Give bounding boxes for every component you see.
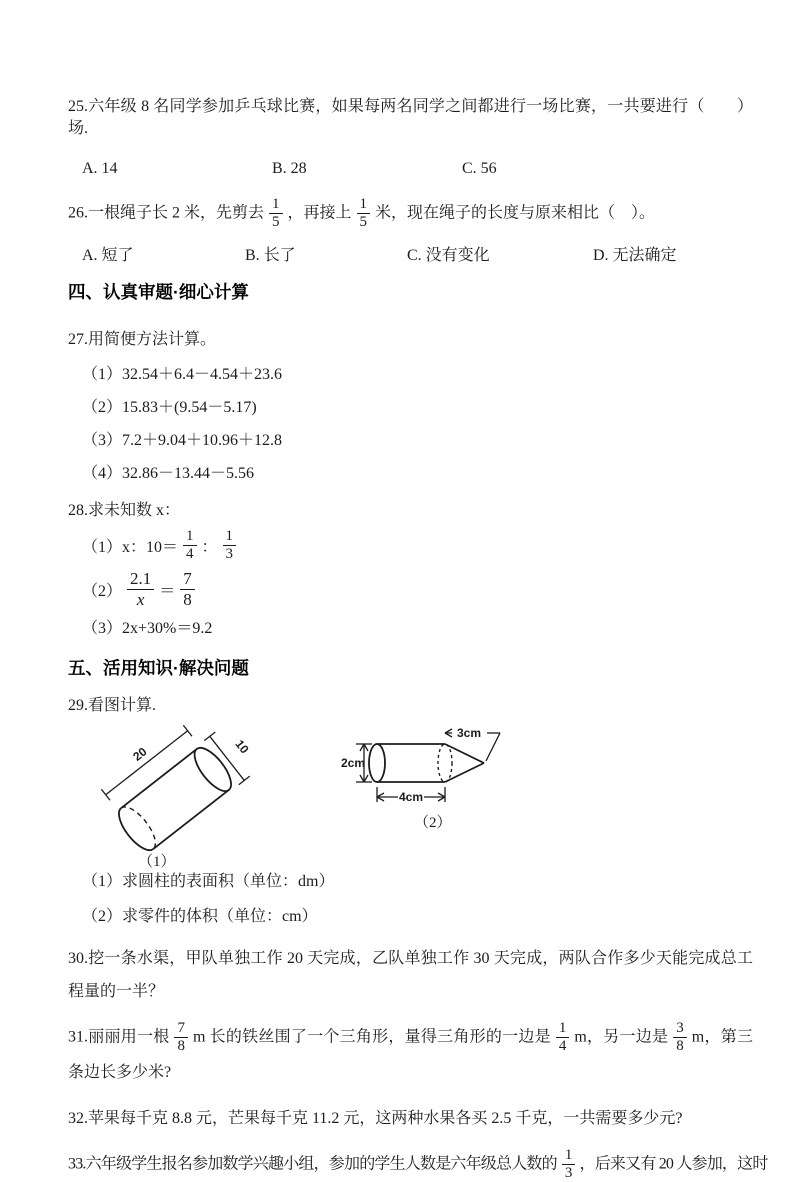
fraction-denominator: x xyxy=(136,589,145,609)
fraction xyxy=(174,1020,188,1056)
q26-text-post: 米，现在绳子的长度与原来相比（ ）。 xyxy=(375,204,656,222)
fraction xyxy=(269,196,283,232)
q25-option-c: C. 56 xyxy=(462,160,497,177)
fraction-numerator: 1 xyxy=(223,528,237,546)
question-27: 27.用简便方法计算。 xyxy=(68,330,217,348)
question-26 xyxy=(68,196,753,232)
question-28: 28.求未知数 x： xyxy=(68,501,181,519)
q26-text-mid: ，再接上 xyxy=(287,204,352,222)
q29-figures xyxy=(68,719,753,871)
q29-sub-1: （1）求圆柱的表面积（单位：dm） xyxy=(82,873,335,891)
question-30: 30.挖一条水渠，甲队单独工作 20 天完成，乙队单独工作 30 天完成，两队合作多少天能完成总工程量的一半？ xyxy=(68,950,753,1001)
fraction xyxy=(180,569,195,609)
q26-text-pre: 26.一根绳子长 2 米，先剪去 xyxy=(68,204,265,222)
q26-options xyxy=(68,242,753,265)
question-32: 32.苹果每千克 8.8 元，芒果每千克 11.2 元，这两种水果各买 2.5 千克，一共需要多少元? xyxy=(68,1109,683,1127)
q31-text-mid2: m，另一边是 xyxy=(574,1028,669,1046)
q26-option-b: B. 长了 xyxy=(245,246,296,264)
fraction-denominator: 4 xyxy=(186,545,194,562)
q33-text-pre: 33.六年级学生报名参加数学兴趣小组，参加的学生人数是六年级总人数的 xyxy=(68,1155,557,1173)
fraction-numerator: 7 xyxy=(174,1020,188,1038)
q28-item-1 xyxy=(68,528,753,564)
q33-text-post: ，后来又有 20 人参加，这时 xyxy=(579,1155,768,1173)
fraction-numerator: 2.1 xyxy=(127,569,154,590)
fraction xyxy=(357,196,371,232)
fraction-denominator: 8 xyxy=(177,1038,185,1055)
part-body-label: 4cm xyxy=(398,790,424,805)
question-33 xyxy=(68,1146,768,1182)
part-diagram xyxy=(340,725,570,833)
fraction xyxy=(223,528,237,564)
cylinder-length-label: 20 xyxy=(130,744,150,764)
section-4-title: 四、认真审题·细心计算 xyxy=(68,281,249,302)
fraction-denominator: 3 xyxy=(225,545,234,562)
q25-option-a: A. 14 xyxy=(82,160,118,177)
fraction xyxy=(673,1020,687,1056)
q31-text-post: m，第三条边长多少米? xyxy=(68,1028,753,1081)
fraction-denominator: 3 xyxy=(564,1164,572,1181)
q27-item-2: （2）15.83＋(9.54－5.17) xyxy=(82,398,257,416)
q26-option-c: C. 没有变化 xyxy=(407,246,490,264)
q31-text-mid1: m 长的铁丝围了一个三角形，量得三角形的一边是 xyxy=(192,1028,551,1046)
q26-option-a: A. 短了 xyxy=(82,246,134,264)
figure-2-caption: （2） xyxy=(414,815,452,832)
question-31 xyxy=(68,1020,753,1089)
fraction xyxy=(556,1020,570,1056)
q29-sub-2: （2）求零件的体积（单位：cm） xyxy=(82,908,318,926)
fraction xyxy=(183,528,197,564)
cylinder-diameter-label: 10 xyxy=(232,737,252,757)
q28-item-3: （3）2x+30%＝9.2 xyxy=(82,620,213,638)
fraction-denominator: 5 xyxy=(359,214,368,231)
q28-item2-equals: ＝ xyxy=(159,582,176,600)
fraction-numerator: 1 xyxy=(183,528,197,546)
q25-option-b: B. 28 xyxy=(272,160,307,177)
fraction-numerator: 7 xyxy=(180,569,195,590)
fraction xyxy=(127,569,154,609)
q25-options xyxy=(68,160,753,178)
q27-item-4: （4）32.86－13.44－5.56 xyxy=(82,464,255,482)
cylinder-diagram xyxy=(56,719,306,871)
q28-item2-text: （2） xyxy=(82,582,123,600)
q27-item-1: （1）32.54＋6.4－4.54＋23.6 xyxy=(82,365,283,383)
question-25: 25.六年级 8 名同学参加乒乓球比赛，如果每两名同学之间都进行一场比赛，一共要进行（ ）场. xyxy=(68,98,753,137)
q28-item1-ratio-colon: ： xyxy=(201,538,218,556)
question-29: 29.看图计算. xyxy=(68,697,157,715)
part-tip-label: 3cm xyxy=(456,726,482,741)
fraction-denominator: 4 xyxy=(558,1038,567,1055)
q26-option-d: D. 无法确定 xyxy=(593,246,677,264)
fraction-denominator: 5 xyxy=(272,214,280,231)
fraction-denominator: 8 xyxy=(676,1038,684,1055)
fraction-numerator: 1 xyxy=(269,196,283,214)
q31-text-pre: 31.丽丽用一根 xyxy=(68,1028,170,1046)
figure-1-caption: （1） xyxy=(138,854,176,871)
fraction-denominator: 8 xyxy=(183,589,192,609)
fraction xyxy=(562,1147,575,1182)
fraction-numerator: 1 xyxy=(562,1147,575,1165)
part-height-label: 2cm xyxy=(341,756,366,771)
fraction-numerator: 1 xyxy=(357,196,371,214)
q28-item-2 xyxy=(68,569,753,609)
fraction-numerator: 3 xyxy=(673,1020,687,1038)
q27-item-3: （3）7.2＋9.04＋10.96＋12.8 xyxy=(82,431,283,449)
section-5-title: 五、活用知识·解决问题 xyxy=(68,658,249,679)
fraction-numerator: 1 xyxy=(556,1020,570,1038)
q28-item1-text: （1）x：10＝ xyxy=(82,538,179,556)
